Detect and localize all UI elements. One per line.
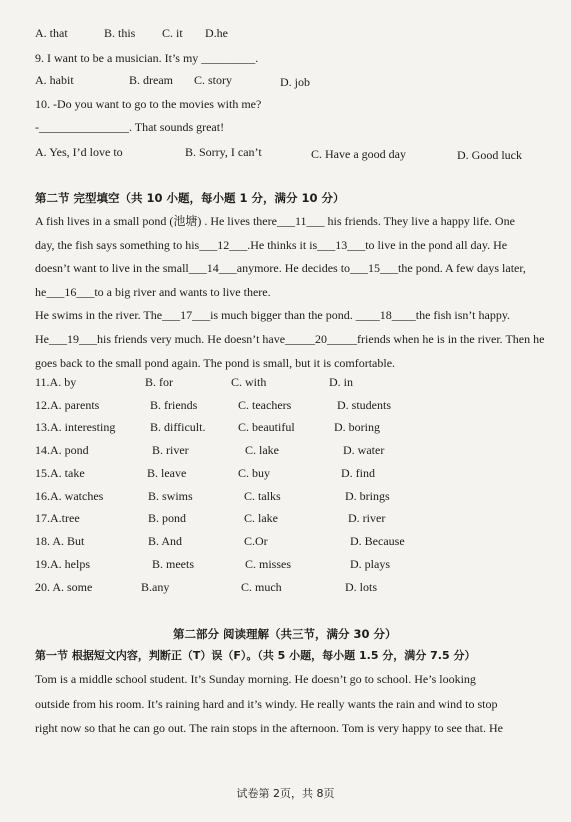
q8-option-b: B. this — [104, 26, 136, 40]
choice-c: C. much — [241, 580, 282, 594]
passage-line: He swims in the river. The___17___is much bigger than the pond. ____18____the fish isn’t happy. — [35, 308, 511, 323]
reading-line: outside from his room. It’s raining hard and it’s windy. He really wants the rain and wind to stop — [35, 696, 498, 711]
choice-a: 16.A. watches — [35, 489, 104, 503]
q9-stem: 9. I want to be a musician. It’s my _________. — [35, 51, 259, 65]
reading-line: right now so that he can go out. The rain stops in the afternoon. Tom is very happy to see that. He — [35, 721, 503, 735]
part2-title: 第二部分 阅读理解（共三节，满分 30 分） — [173, 627, 397, 641]
choice-c: C.Or — [244, 534, 268, 548]
choice-b: B. pond — [148, 511, 187, 525]
choice-a: 13.A. interesting — [35, 420, 116, 434]
choice-b: B. leave — [147, 466, 187, 480]
passage-line: He___19___his friends very much. He doesn’t have_____20_____friends when he is in the river. Then he — [35, 331, 545, 346]
choice-a: 19.A. helps — [35, 557, 90, 571]
choice-d: D. boring — [334, 420, 380, 434]
choice-b: B. swims — [148, 489, 193, 503]
choice-c: C. buy — [238, 466, 271, 480]
choice-c: C. with — [231, 375, 267, 389]
choice-c: C. talks — [244, 489, 281, 503]
q9-option-d: D. job — [280, 75, 310, 89]
choice-b: B.any — [141, 580, 170, 594]
passage-line: day, the fish says something to his___12___.He thinks it is___13___to live in the pond all day. He — [35, 237, 508, 252]
choice-b: B. for — [145, 375, 173, 389]
q8-option-a: A. that — [35, 26, 68, 40]
section2-title: 第二节 完型填空（共 10 小题，每小题 1 分，满分 10 分） — [35, 191, 345, 205]
choice-b: B. meets — [152, 557, 194, 571]
choice-a: 17.A.tree — [35, 511, 80, 525]
choice-b: B. difficult. — [150, 420, 206, 434]
q10-stem: 10. -Do you want to go to the movies with me? — [35, 97, 262, 111]
choice-b: B. river — [152, 443, 189, 457]
q9-option-b: B. dream — [129, 73, 173, 87]
page-footer: 试卷第 2页，共 8页 — [236, 787, 335, 800]
q9-option-c: C. story — [194, 73, 233, 87]
choice-a: 20. A. some — [35, 580, 93, 594]
choice-d: D. in — [329, 375, 353, 389]
passage-line: A fish lives in a small pond (池塘) . He lives there___11___ his friends. They live a happy life. One — [35, 214, 515, 228]
q8-option-d: D.he — [205, 26, 228, 40]
passage-line: goes back to the small pond again. The pond is small, but it is comfortable. — [35, 355, 396, 370]
reading-passage — [35, 667, 547, 741]
choice-a: 18. A. But — [35, 534, 85, 548]
choice-d: D. Because — [350, 534, 405, 548]
passage-line: doesn’t want to live in the small___14___anymore. He decides to___15___the pond. A few days later, — [35, 261, 526, 276]
choice-d: D. water — [343, 443, 385, 457]
choice-d: D. students — [337, 398, 391, 412]
choice-d: D. brings — [345, 489, 390, 503]
choice-c: C. misses — [245, 557, 292, 571]
q10-reply: -_______________. That sounds great! — [35, 120, 225, 134]
q9-option-a: A. habit — [35, 73, 74, 87]
choice-a: 15.A. take — [35, 466, 85, 480]
choice-d: D. find — [341, 466, 375, 480]
q8-option-c: C. it — [162, 26, 183, 40]
choice-c: C. teachers — [238, 398, 292, 412]
q10-option-b: B. Sorry, I can’t — [185, 145, 262, 159]
part2-section1-title: 第一节 根据短文内容，判断正（T）误（F）。（共 5 小题，每小题 1.5 分，满分 7.5 分） — [35, 649, 476, 662]
choice-d: D. plays — [350, 557, 390, 571]
cloze-passage — [35, 210, 547, 375]
choice-c: C. lake — [244, 511, 278, 525]
choice-d: D. river — [348, 511, 386, 525]
q10-option-c: C. Have a good day — [311, 147, 406, 161]
choice-c: C. beautiful — [238, 420, 295, 434]
passage-line: he___16___to a big river and wants to live there. — [35, 284, 271, 299]
choice-b: B. friends — [150, 398, 198, 412]
choice-c: C. lake — [245, 443, 279, 457]
choice-b: B. And — [148, 534, 183, 548]
q10-option-a: A. Yes, I’d love to — [35, 145, 123, 159]
choice-a: 12.A. parents — [35, 398, 100, 412]
choice-a: 11.A. by — [35, 375, 77, 389]
q10-option-d: D. Good luck — [457, 148, 522, 162]
choice-a: 14.A. pond — [35, 443, 89, 457]
reading-line: Tom is a middle school student. It’s Sunday morning. He doesn’t go to school. He’s looking — [35, 672, 476, 686]
choice-d: D. lots — [345, 580, 378, 594]
